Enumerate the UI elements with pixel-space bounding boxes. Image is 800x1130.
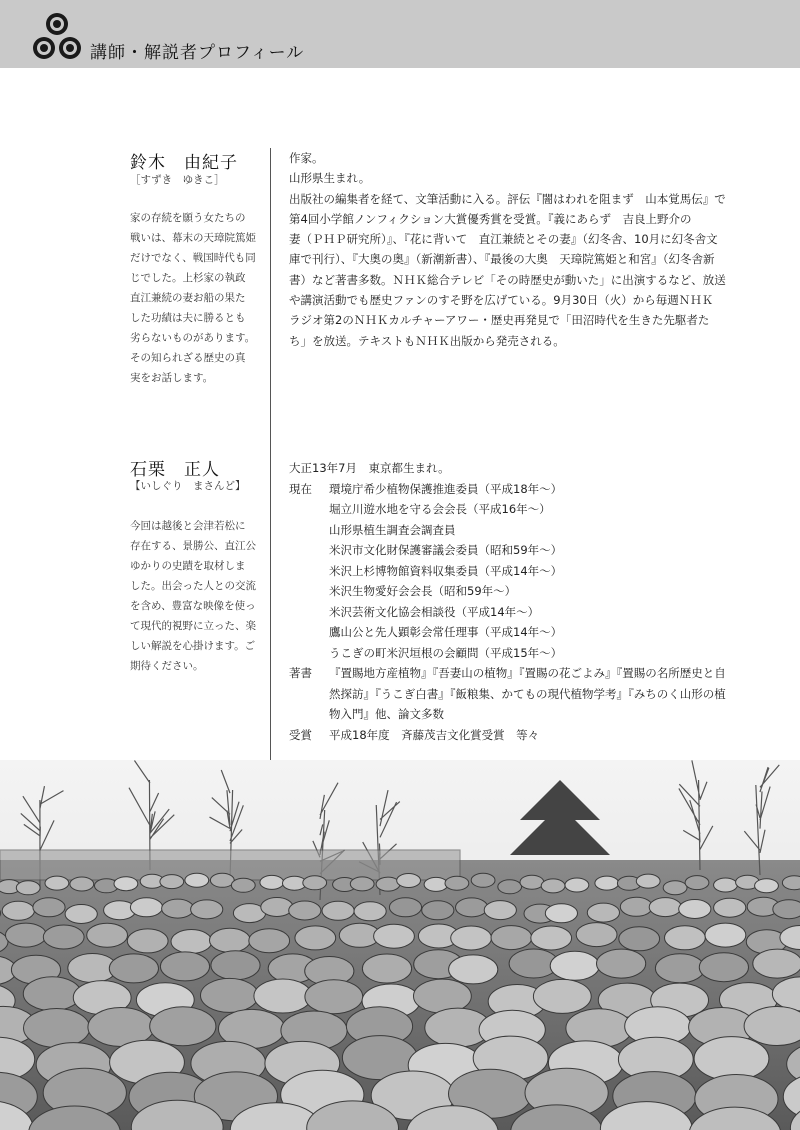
current-row xyxy=(289,520,789,541)
blurb-line: を含め、豊富な映像を使っ xyxy=(130,600,256,612)
current-item: 米沢生物愛好会会長（昭和59年～） xyxy=(329,584,517,598)
blurb-line: した功績は夫に勝るとも xyxy=(130,312,246,324)
bio-line: 妻（ＰＨＰ研究所）』、『花に背いて 直江兼続とその妻』（幻冬舎、10月に幻冬舎文 xyxy=(289,232,718,247)
current-item: うこぎの町米沢垣根の会顧問（平成15年～） xyxy=(329,645,563,660)
current-label: 現在 xyxy=(289,481,312,496)
current-row xyxy=(289,602,789,623)
triple-ring-logo-icon xyxy=(28,10,86,64)
works-item: 物入門』他、論文多数 xyxy=(329,707,444,721)
blurb-line: しい解説を心掛けます。ご xyxy=(130,640,256,652)
blurb-line: じでした。上杉家の執政 xyxy=(130,272,246,284)
award-text: 平成18年度 斉藤茂吉文化賞受賞 等々 xyxy=(329,727,540,742)
speaker-1-name: 鈴木 由紀子 xyxy=(130,153,238,173)
award-row xyxy=(289,725,789,746)
current-item: 鷹山公と先人顕彰会常任理事（平成14年～） xyxy=(329,625,563,639)
speaker-2-credentials xyxy=(289,458,789,745)
blurb-line: だけでなく、戦国時代も同 xyxy=(130,252,256,264)
current-row xyxy=(289,561,789,582)
bio-line: ラジオ第2のＮＨＫカルチャーアワー・歴史再発見で「田沼時代を生きた先駆者た xyxy=(289,313,710,328)
stone-path-image xyxy=(0,760,800,1130)
bio-line: 庫で刊行）、『大奥の奥』（新潮新書）、『最後の大奥 天璋院篤姫と和宮』（幻冬舎新 xyxy=(289,252,715,267)
blurb-line: 劣らないものがあります。 xyxy=(130,332,256,344)
current-row xyxy=(289,643,789,664)
works-item: 『置賜地方産植物』『吾妻山の植物』『置賜の花ごよみ』『置賜の名所歴史と自 xyxy=(329,666,726,680)
blurb-line: その知られざる歴史の真 xyxy=(130,352,246,364)
current-item: 堀立川遊水地を守る会会長（平成16年～） xyxy=(329,502,551,516)
speaker-1-bio xyxy=(289,148,789,351)
works-row xyxy=(289,663,789,684)
works-row xyxy=(289,684,789,705)
current-item: 米沢上杉博物館資料収集委員（平成14年～） xyxy=(329,563,563,578)
blurb-line: て現代的視野に立った、楽 xyxy=(130,620,256,632)
born-line: 大正13年7月 東京都生まれ。 xyxy=(289,461,450,475)
current-row xyxy=(289,622,789,643)
current-item: 米沢芸術文化協会相談役（平成14年～） xyxy=(329,604,540,619)
blurb-line: 期待ください。 xyxy=(130,660,204,672)
bio-line: 第4回小学館ノンフィクション大賞優秀賞を受賞。『義にあらず 吉良上野介の xyxy=(289,211,692,226)
stone-path-photo xyxy=(0,760,800,1130)
speaker-1-blurb xyxy=(130,208,265,388)
bio-line: 山形県生まれ。 xyxy=(289,171,371,186)
bio-line: 出版社の編集者を経て、文筆活動に入る。評伝『闇はわれを阻まず 山本覚馬伝』で xyxy=(289,191,726,206)
page-title: 講師・解説者プロフィール xyxy=(90,43,305,63)
bio-line: や講演活動でも歴史ファンのすそ野を広げている。9月30日（火）から毎週ＮＨＫ xyxy=(289,293,714,308)
current-row xyxy=(289,499,789,520)
page-header xyxy=(0,0,800,68)
works-item: 然探訪』『うこぎ白書』『飯粮集、かてもの現代植物学考』『みちのく山形の植 xyxy=(329,686,726,701)
speaker-2-name: 石栗 正人 xyxy=(130,460,220,480)
speaker-2-reading: 【いしぐり まさんど】 xyxy=(130,480,246,492)
bio-line: 作家。 xyxy=(289,151,324,165)
blurb-line: した。出会った人との交流 xyxy=(130,580,256,592)
current-row xyxy=(289,540,789,561)
blurb-line: ゆかりの史蹟を取材しま xyxy=(130,560,246,572)
current-row xyxy=(289,581,789,602)
blurb-line: 家の存続を願う女たちの xyxy=(130,212,246,224)
speaker-2-blurb xyxy=(130,516,265,676)
blurb-line: 実をお話します。 xyxy=(130,372,214,384)
bio-line: 書）など著書多数。ＮＨＫ総合テレビ「その時歴史が動いた」に出演するなど、放送 xyxy=(289,272,726,287)
current-item: 山形県植生調査会調査員 xyxy=(329,522,456,537)
blurb-line: 今回は越後と会津若松に xyxy=(130,520,246,532)
works-label: 著書 xyxy=(289,666,312,680)
current-row xyxy=(289,479,789,500)
current-item: 米沢市文化財保護審議会委員（昭和59年～） xyxy=(329,543,563,557)
blurb-line: 戦いは、幕末の天璋院篤姫 xyxy=(130,232,256,244)
current-item: 環境庁希少植物保護推進委員（平成18年～） xyxy=(329,481,563,496)
blurb-line: 直江兼続の妻お船の果た xyxy=(130,292,246,304)
speaker-1-reading: ［すずき ゆきこ］ xyxy=(130,174,225,186)
bio-line: ち」を放送。テキストもＮＨＫ出版から発売される。 xyxy=(289,333,565,348)
works-row xyxy=(289,704,789,725)
blurb-line: 存在する、景勝公、直江公 xyxy=(130,540,256,552)
column-divider xyxy=(270,148,271,768)
award-label: 受賞 xyxy=(289,727,312,742)
